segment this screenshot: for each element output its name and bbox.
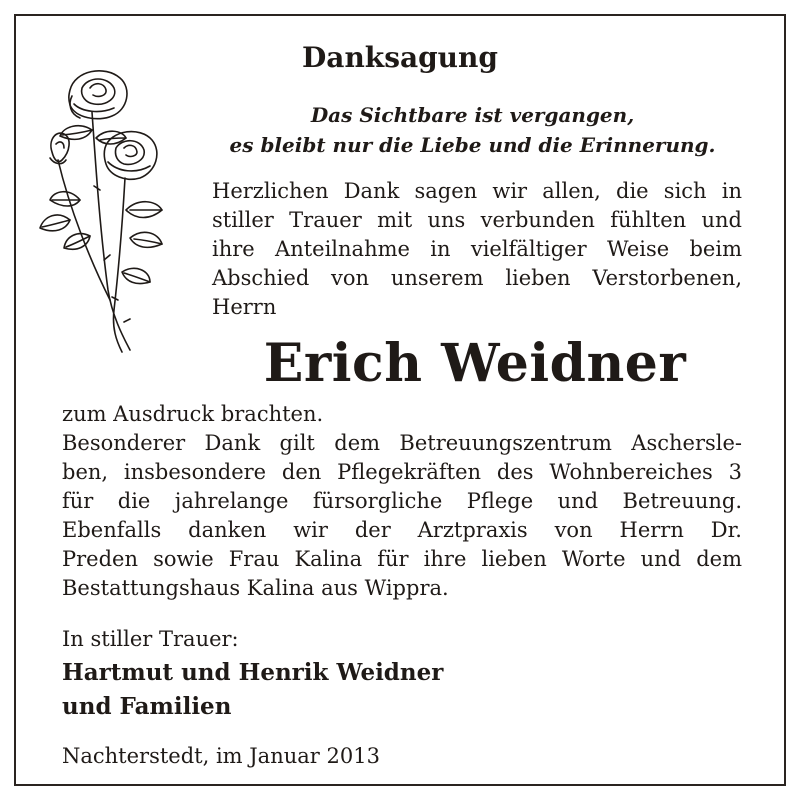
intro-paragraph <box>212 177 742 322</box>
signer-line: und Familien <box>62 693 232 720</box>
thanks-paragraph <box>62 400 742 603</box>
intro-line: Herzlichen Dank sagen wir allen, die sich in <box>212 179 742 203</box>
body-line: für die jahrelange fürsorgliche Pflege und Betreuung. <box>62 489 742 513</box>
motto-line: Das Sichtbare ist vergangen, <box>310 103 635 127</box>
page-title: Danksagung <box>302 41 498 74</box>
signers <box>62 656 443 724</box>
body-line: ben, insbesondere den Pflegekräften des Wohnbereiches 3 <box>62 460 742 484</box>
body-line: Besonderer Dank gilt dem Betreuungszentrum Aschersle- <box>62 431 742 455</box>
body-line: Ebenfalls danken wir der Arztpraxis von Herrn Dr. <box>62 518 742 542</box>
place-date: Nachterstedt, im Januar 2013 <box>62 744 380 768</box>
signer-line: Hartmut und Henrik Weidner <box>62 659 444 686</box>
rose-icon <box>30 60 180 360</box>
intro-line: ihre Anteilnahme in vielfältiger Weise beim <box>212 237 742 261</box>
deceased-name: Erich Weidner <box>263 333 687 394</box>
motto-quote <box>200 100 745 160</box>
body-line: Preden sowie Frau Kalina für ihre lieben Worte und dem <box>62 547 742 571</box>
intro-line: Abschied von unserem lieben Verstorbenen, <box>212 266 742 290</box>
motto-line: es bleibt nur die Liebe und die Erinnerung. <box>229 133 716 157</box>
mourning-label: In stiller Trauer: <box>62 627 239 651</box>
body-line: zum Ausdruck brachten. <box>62 402 324 426</box>
intro-line: stiller Trauer mit uns verbunden fühlten und <box>212 208 742 232</box>
body-line: Bestattungshaus Kalina aus Wippra. <box>62 576 449 600</box>
intro-line: Herrn <box>212 295 277 319</box>
